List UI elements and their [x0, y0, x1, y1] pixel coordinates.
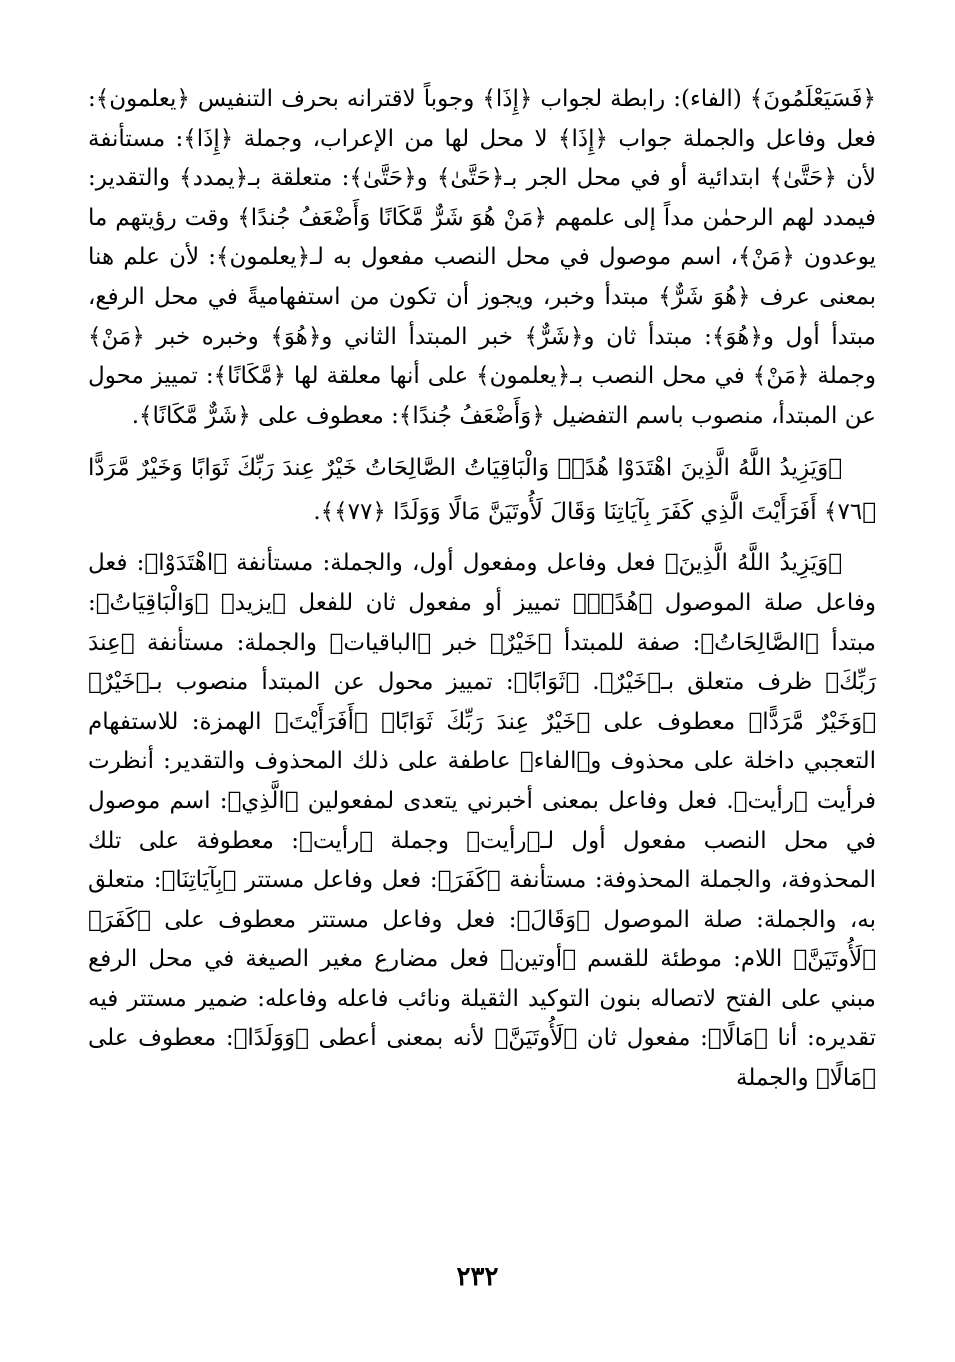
paragraph-gap — [88, 436, 876, 446]
paragraph-analysis-1: ﴿فَسَيَعْلَمُونَ﴾ (الفاء): رابطة لجواب ﴿إِذَا﴾ وجوباً لاقترانه بحرف التنفيس ﴿يعلمون﴾: فعل وفاعل والجملة جواب ﴿إِذَا﴾ لا محل لها من الإعراب، وجملة ﴿إِذَا﴾: مستأنفة لأن ﴿حَتَّىٰ﴾ ابتدائية أو في محل الجر بـ﴿حَتَّىٰ﴾ و﴿حَتَّىٰ﴾: متعلقة بـ﴿يمدد﴾ والتقدير: فيمدد لهم الرحمٰن مداً إلى علمهم ﴿مَنْ هُوَ شَرٌّ مَّكَانًا وَأَضْعَفُ جُندًا﴾ وقت رؤيتهم ما يوعدون ﴿مَنْ﴾، اسم موصول في محل النصب مفعول به لـ﴿يعلمون﴾: لأن علم هنا بمعنى عرف ﴿هُوَ شَرٌّ﴾ مبتدأ وخبر، ويجوز أن تكون من استفهاميةً في محل الرفع، مبتدأ أول و﴿هُوَ﴾: مبتدأ ثان و﴿شَرٌّ﴾ خبر المبتدأ الثاني و﴿هُوَ﴾ وخبره خبر ﴿مَنْ﴾ وجملة ﴿مَنْ﴾ في محل النصب بـ﴿يعلمون﴾ على أنها معلقة لها ﴿مَّكَانًا﴾: تمييز محول عن المبتدأ، منصوب باسم التفضيل ﴿وَأَضْعَفُ جُندًا﴾: معطوف على ﴿شَرٌّ مَّكَانًا﴾. — [88, 86, 876, 429]
paragraph-gap — [88, 534, 876, 544]
quran-verse: ﴿وَيَزِيدُ اللَّهُ الَّذِينَ اهْتَدَوْا هُدًىۗ وَالْبَاقِيَاتُ الصَّالِحَاتُ خَيْرٌ عِندَ رَبِّكَ ثَوَابًا وَخَيْرٌ مَّرَدًّا ﴿٧٦﴾ أَفَرَأَيْتَ الَّذِي كَفَرَ بِآيَاتِنَا وَقَالَ لَأُوتَيَنَّ مَالًا وَوَلَدًا ﴿٧٧﴾﴾. — [88, 455, 876, 526]
paragraph-analysis-2: ﴿وَيَزِيدُ اللَّهُ الَّذِينَ﴾ فعل وفاعل ومفعول أول، والجملة: مستأنفة ﴿اهْتَدَوْا﴾: فعل وفاعل صلة الموصول ﴿هُدًىۗ﴾ تمييز أو مفعول ثان للفعل ﴿يزيد﴾ ﴿وَالْبَاقِيَاتُ﴾: مبتدأ ﴿الصَّالِحَاتُ﴾: صفة للمبتدأ ﴿خَيْرٌ﴾ خبر ﴿الباقيات﴾ والجملة: مستأنفة ﴿عِندَ رَبِّكَ﴾ ظرف متعلق بـ﴿خَيْرٌ﴾. ﴿ثَوَابًا﴾: تمييز محول عن المبتدأ منصوب بـ﴿خَيْرٌ﴾ ﴿وَخَيْرٌ مَّرَدًّا﴾ معطوف على ﴿خَيْرٌ عِندَ رَبِّكَ ثَوَابًا﴾ ﴿أَفَرَأَيْتَ﴾ الهمزة: للاستفهام التعجبي داخلة على محذوف و﴿الفاء﴾ عاطفة على ذلك المحذوف والتقدير: أنظرت فرأيت ﴿رأيت﴾. فعل وفاعل بمعنى أخبرني يتعدى لمفعولين ﴿الَّذِي﴾: اسم موصول في محل النصب مفعول أول لـ﴿رأيت﴾ وجملة ﴿رأيت﴾: معطوفة على تلك المحذوفة، والجملة المحذوفة: مستأنفة ﴿كَفَرَ﴾: فعل وفاعل مستتر ﴿بِآيَاتِنَا﴾: متعلق به، والجملة: صلة الموصول ﴿وَقَالَ﴾: فعل وفاعل مستتر معطوف على ﴿كَفَرَ﴾ ﴿لَأُوتَيَنَّ﴾ اللام: موطئة للقسم ﴿أوتين﴾ فعل مضارع مغير الصيغة في محل الرفع مبني على الفتح لاتصاله بنون التوكيد الثقيلة ونائب فاعله وفاعله: ضمير مستتر فيه تقديره: أنا ﴿مَالًا﴾: مفعول ثان ﴿لَأُوتَيَنَّ﴾ لأنه بمعنى أعطى ﴿وَوَلَدًا﴾: معطوف على ﴿مَالًا﴾ والجملة — [88, 550, 876, 1092]
page-body — [88, 80, 876, 1099]
page-number: ٢٣٢ — [456, 1262, 499, 1292]
